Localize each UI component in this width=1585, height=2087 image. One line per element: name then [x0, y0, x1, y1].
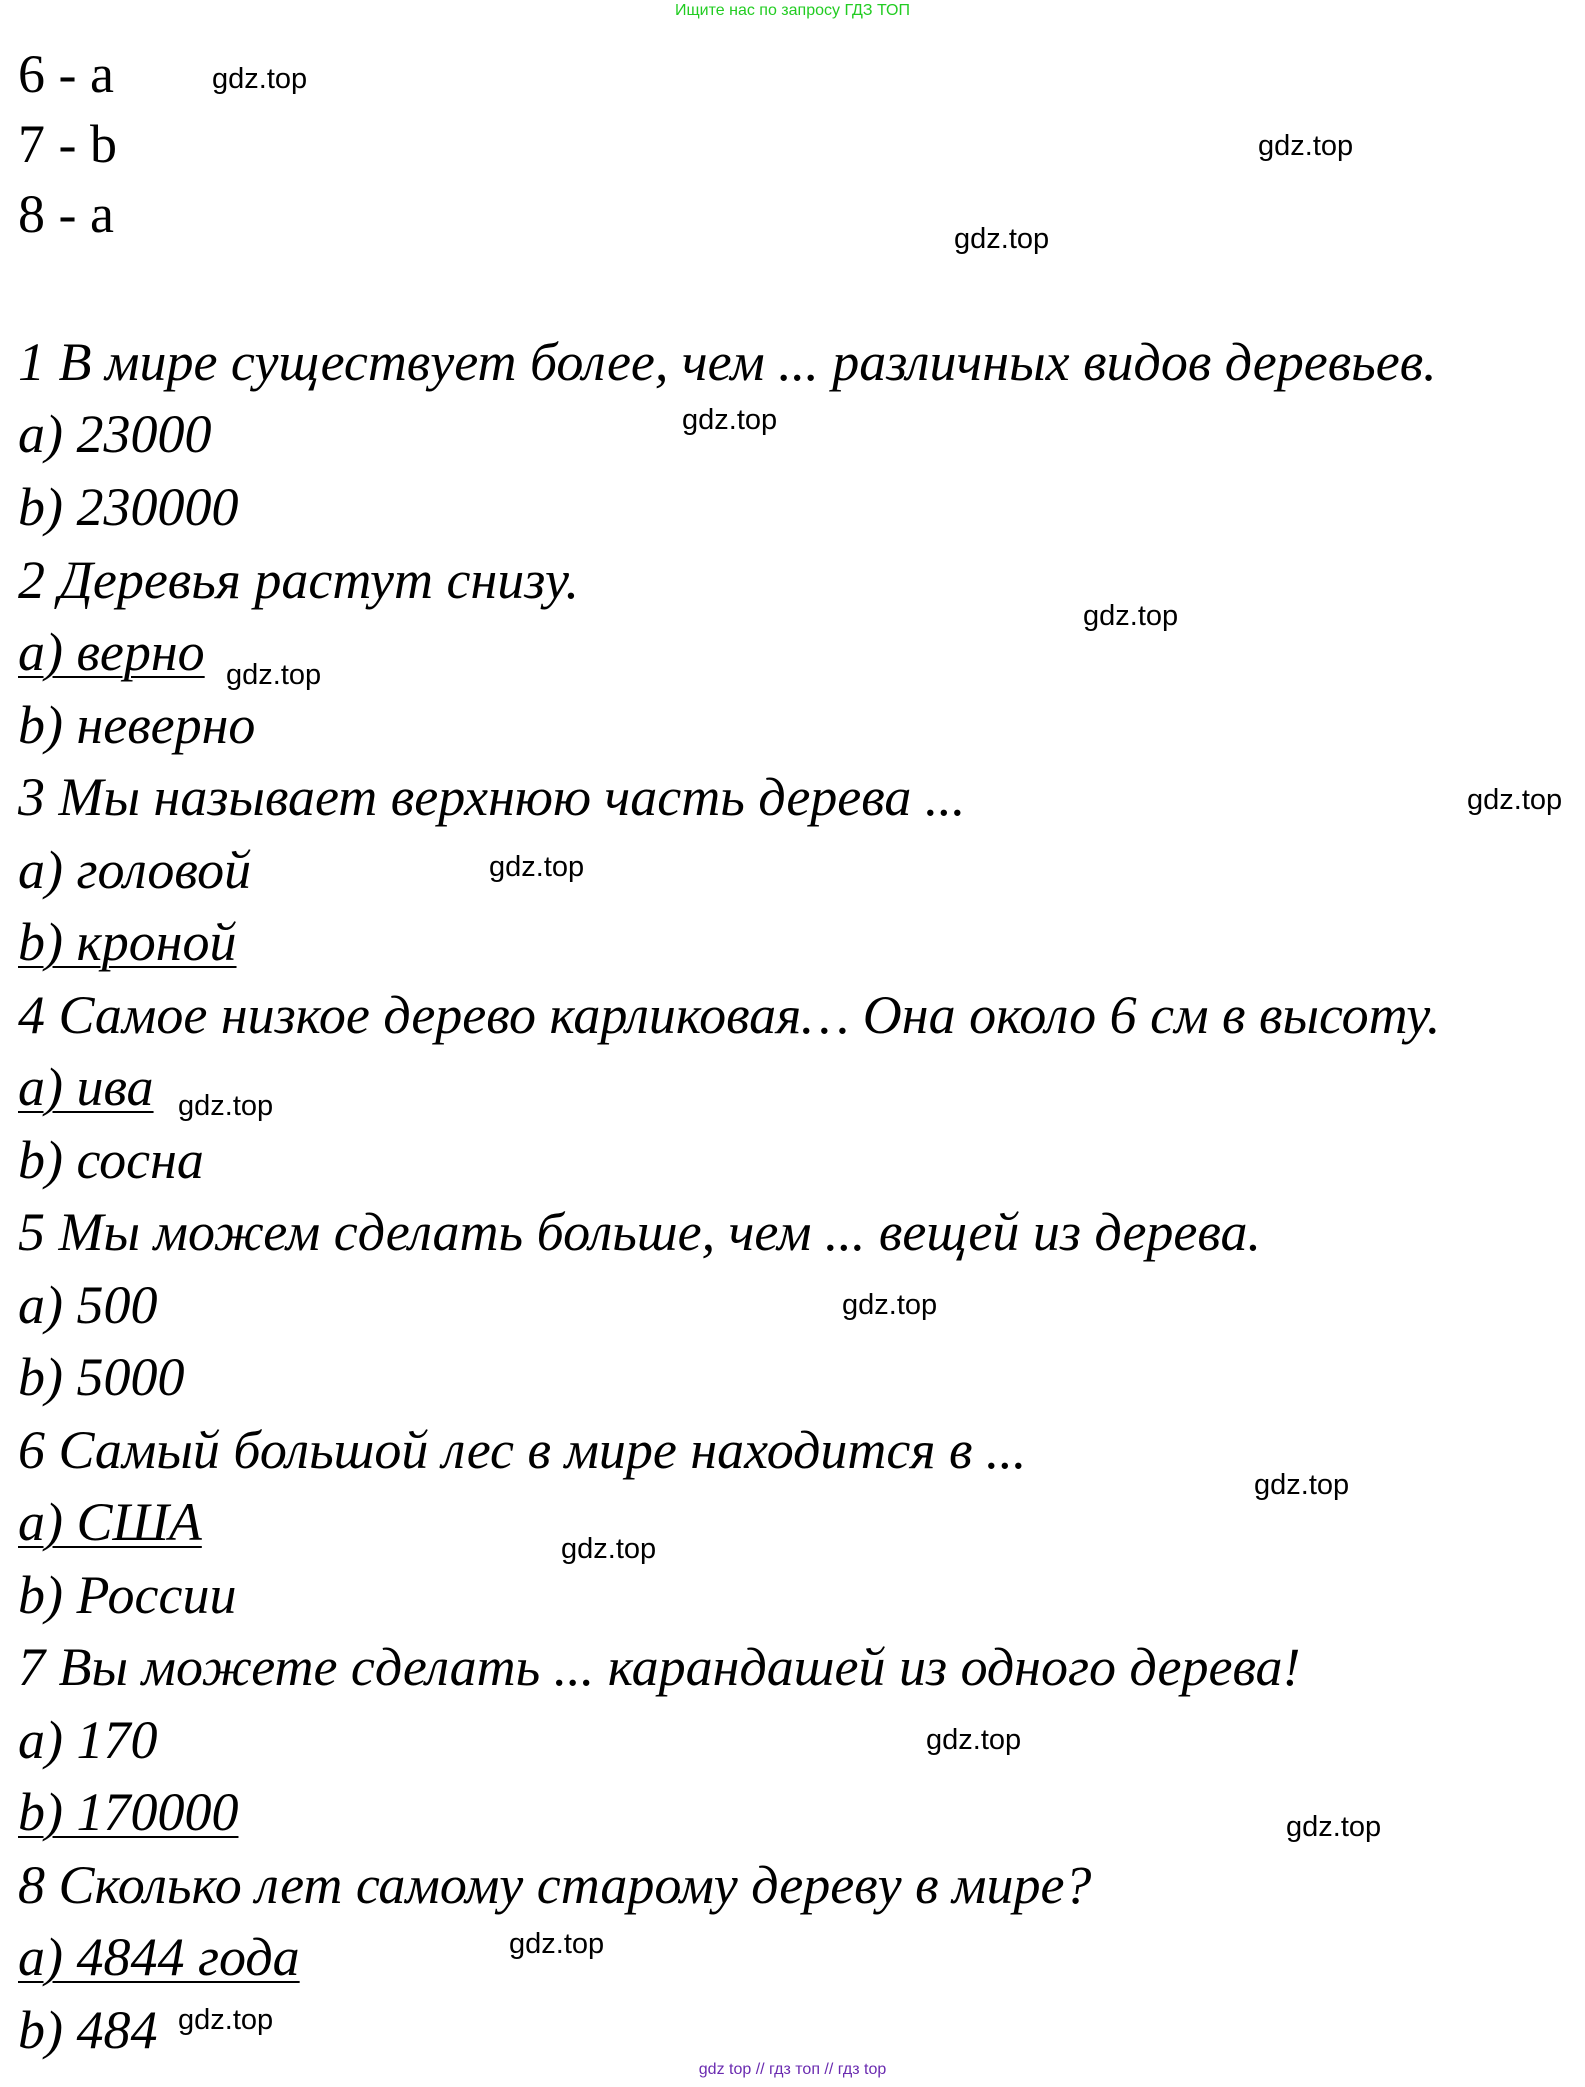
option-6a-selected: a) США [18, 1492, 202, 1552]
question-6: 6 Самый большой лес в мире находится в ... [18, 1420, 1027, 1480]
watermark: gdz.top [489, 851, 585, 883]
question-8: 8 Сколько лет самому старому дереву в мире? [18, 1855, 1092, 1915]
watermark: gdz.top [212, 63, 308, 95]
watermark: gdz.top [842, 1289, 938, 1321]
option-2a-selected: a) верно [18, 622, 205, 682]
watermark: gdz.top [178, 1090, 274, 1122]
footer[interactable]: gdz top // гдз топ // гдз top [698, 2061, 887, 2078]
watermark: gdz.top [926, 1724, 1022, 1756]
option-8b: b) 484 [18, 2000, 158, 2060]
option-8a-selected: a) 4844 года [18, 1927, 300, 1987]
option-7b-selected: b) 170000 [18, 1782, 239, 1842]
answer-6: 6 - a [18, 44, 114, 104]
watermark: gdz.top [1286, 1811, 1382, 1843]
watermark: gdz.top [1083, 600, 1179, 632]
watermark: gdz.top [561, 1533, 657, 1565]
watermark: gdz.top [1258, 130, 1354, 162]
question-7: 7 Вы можете сделать ... карандашей из одного дерева! [18, 1637, 1301, 1697]
question-3: 3 Мы называет верхнюю часть дерева ... [18, 767, 966, 827]
watermark: gdz.top [178, 2004, 274, 2036]
option-6b: b) России [18, 1565, 237, 1625]
option-4a-selected: a) ива [18, 1057, 154, 1117]
option-3b-selected: b) кроной [18, 912, 237, 972]
option-2b: b) неверно [18, 695, 256, 755]
watermark: gdz.top [509, 1928, 605, 1960]
option-1b: b) 230000 [18, 477, 239, 537]
question-4: 4 Самое низкое дерево карликовая… Она около 6 см в высоту. [18, 985, 1441, 1045]
question-1: 1 В мире существует более, чем ... различных видов деревьев. [18, 332, 1437, 392]
option-3a: a) головой [18, 840, 252, 900]
watermark: gdz.top [954, 223, 1050, 255]
option-4b: b) сосна [18, 1130, 204, 1190]
question-2: 2 Деревья растут снизу. [18, 550, 580, 610]
watermark: gdz.top [1254, 1469, 1350, 1501]
watermark: gdz.top [682, 404, 778, 436]
option-7a: a) 170 [18, 1710, 158, 1770]
question-5: 5 Мы можем сделать больше, чем ... вещей из дерева. [18, 1202, 1261, 1262]
watermark: gdz.top [1467, 784, 1563, 816]
answer-8: 8 - a [18, 184, 114, 244]
option-5a: a) 500 [18, 1275, 158, 1335]
option-1a: a) 23000 [18, 404, 212, 464]
top-banner[interactable]: Ищите нас по запросу ГДЗ ТОП [675, 2, 910, 19]
watermark: gdz.top [226, 659, 322, 691]
option-5b: b) 5000 [18, 1347, 185, 1407]
answer-7: 7 - b [18, 114, 117, 174]
